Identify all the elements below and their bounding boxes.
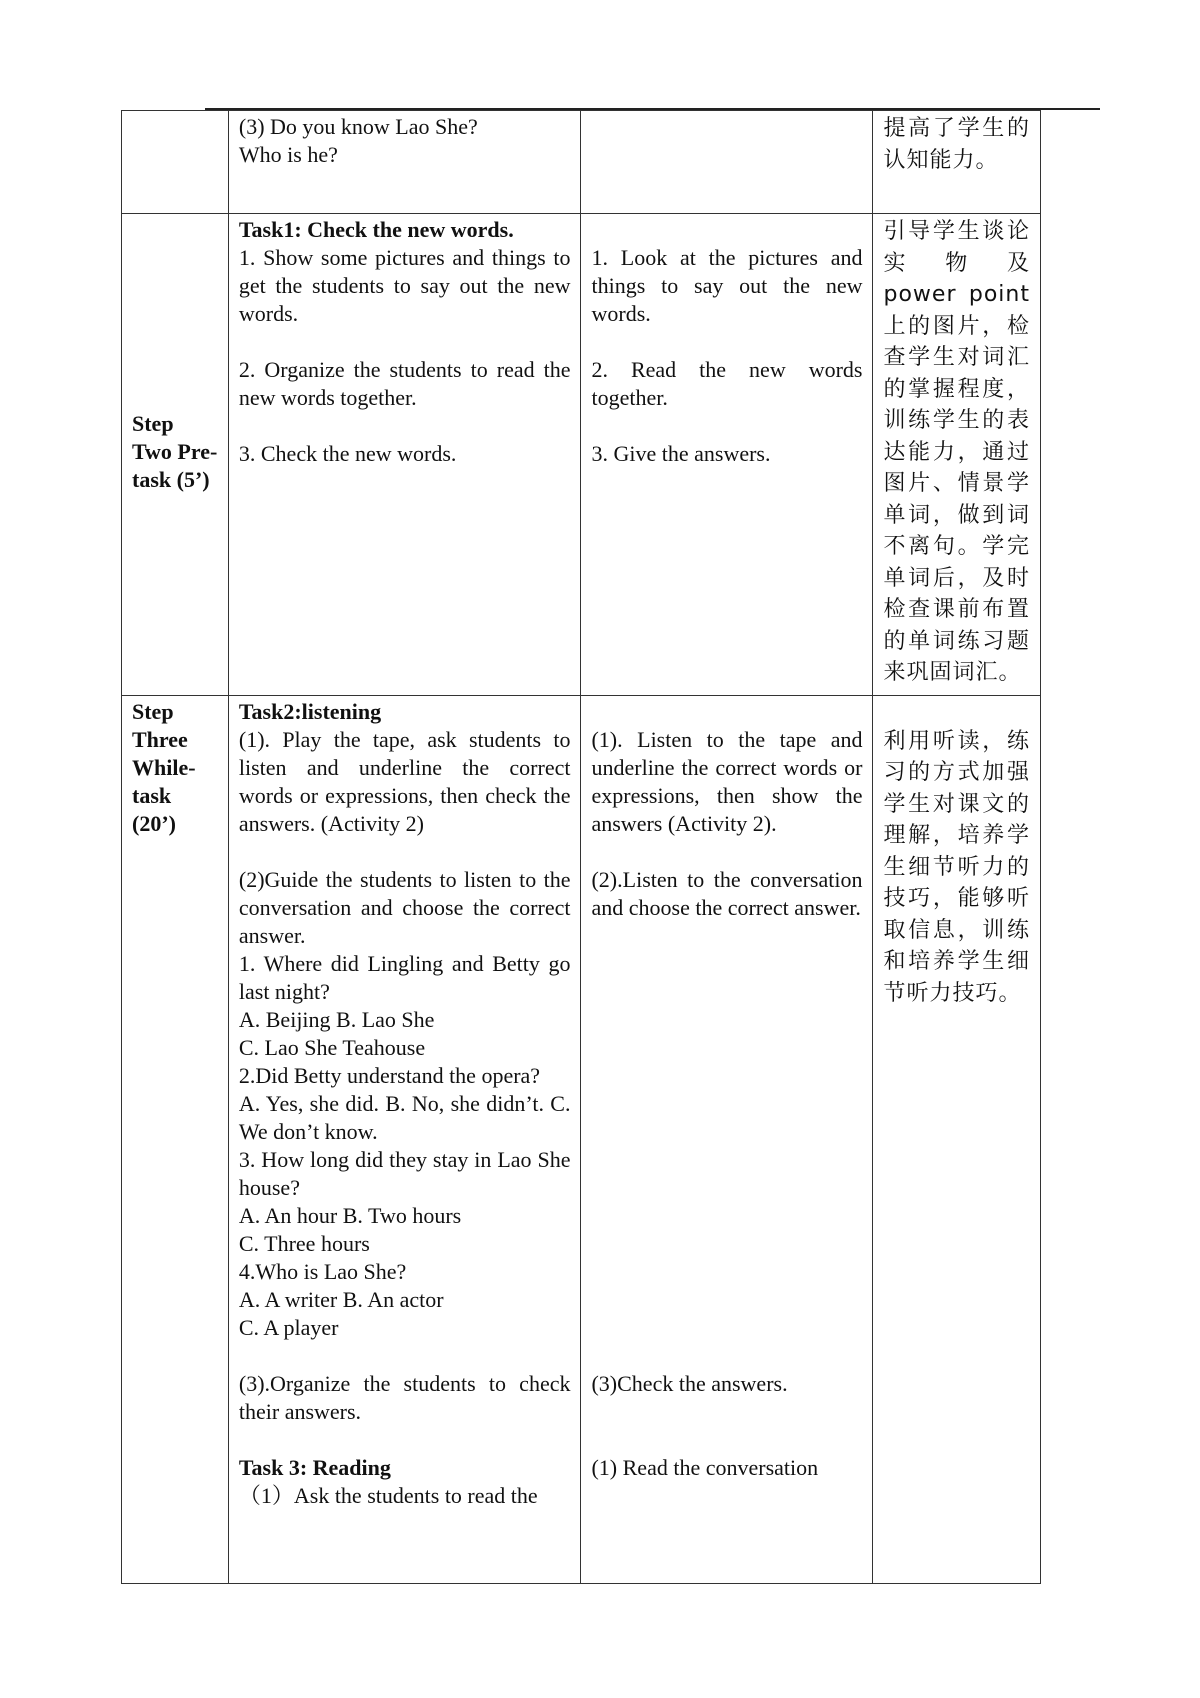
option-line: C. Lao She Teahouse [238,1034,426,1060]
table-row [122,695,1041,1583]
teacher-activity-cell [228,111,581,214]
task-title: Task2:listening [238,698,382,724]
lesson-plan-table [121,110,1041,1584]
step-cell [122,695,229,1583]
purpose-cell [873,111,1041,214]
option-line: C. A player [238,1314,339,1340]
purpose-text: 提高了学生的认知能力。 [883,116,1030,173]
teacher-line: 3. Check the new words. [238,441,457,466]
question-line: 4.Who is Lao She? [238,1258,407,1284]
option-line: C. Three hours [238,1230,370,1256]
student-line: 3. Give the answers. [591,441,771,466]
purpose-cell [873,695,1041,1583]
task-title: Task1: Check the new words. [238,217,514,242]
teacher-line: (3) Do you know Lao She? [238,114,478,139]
table-row [122,111,1041,214]
student-activity-cell [581,111,873,214]
teacher-line: 2. Organize the students to read the new words together. [238,357,571,410]
student-activity-cell [581,214,873,696]
purpose-text: 引导学生谈论实物及 power point 上的图片，检查学生对词汇的掌握程度，训练学生的表达能力，通过图片、情景学单词，做到词不离句。学完单词后，及时检查课前布置的单词练习题来巩固词汇。 [883,219,1030,685]
step-cell [122,214,229,696]
option-line: A. A writer B. An actor [238,1286,444,1312]
step-cell [122,111,229,214]
purpose-text: 利用听读，练习的方式加强学生对课文的理解，培养学生细节听力的技巧，能够听取信息，训练和培养学生细节听力技巧。 [883,728,1030,1006]
task-title: Task 3: Reading [238,1454,391,1480]
teacher-line: (2)Guide the students to listen to the conversation and choose the correct answer. [238,866,571,948]
question-line: 2.Did Betty understand the opera? [238,1062,541,1088]
purpose-cell [873,214,1041,696]
table-row [122,214,1041,696]
teacher-activity-cell [228,214,581,696]
step-label: Step Two Pre-task (5’) [132,411,218,493]
student-line: 2. Read the new words together. [591,357,863,410]
teacher-activity-cell [228,695,581,1583]
option-line: A. Beijing B. Lao She [238,1006,435,1032]
option-line: A. An hour B. Two hours [238,1202,462,1228]
question-line: 1. Where did Lingling and Betty go last night? [238,950,571,1004]
student-line: (1). Listen to the tape and underline the correct words or expressions, then show the answers (Activity 2). [591,726,863,836]
step-label: Step Three While-task (20’) [132,698,196,836]
student-line: 1. Look at the pictures and things to say out the new words. [591,245,863,326]
teacher-line: Who is he? [238,142,338,167]
question-line: 3. How long did they stay in Lao She house? [238,1146,571,1200]
student-activity-cell [581,695,873,1583]
teacher-line: 1. Show some pictures and things to get the students to say out the new words. [238,245,571,326]
option-line: A. Yes, she did. B. No, she didn’t. C. We don’t know. [238,1090,571,1144]
teacher-line: (3).Organize the students to check their answers. [238,1370,571,1424]
teacher-line: (1). Play the tape, ask students to listen and underline the correct words or expressions, then check the answers. (Activity 2) [238,726,571,836]
student-line: (1) Read the conversation [591,1454,819,1480]
student-line: (3)Check the answers. [591,1370,788,1396]
student-line: (2).Listen to the conversation and choose the correct answer. [591,866,863,920]
teacher-line: （1）Ask the students to read the [238,1482,538,1508]
